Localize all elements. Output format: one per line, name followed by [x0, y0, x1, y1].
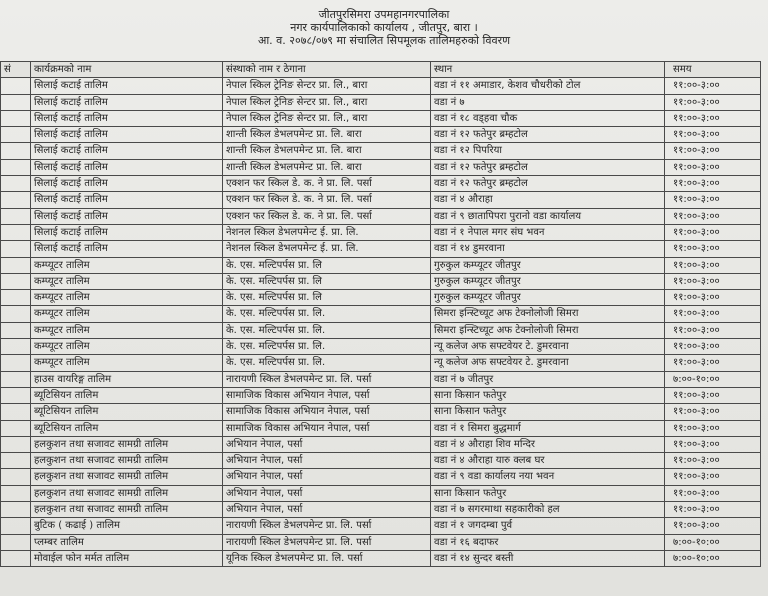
cell-program-name: कम्प्यूटर तालिम [31, 322, 223, 338]
cell-organization: अभियान नेपाल, पर्सा [223, 469, 431, 485]
table-row [1, 110, 761, 126]
cell-program-name: सिलाई कटाई तालिम [31, 159, 223, 175]
cell-time: ११:००-३:०० [665, 404, 761, 420]
cell-serial [1, 355, 31, 371]
cell-serial [1, 127, 31, 143]
cell-organization: अभियान नेपाल, पर्सा [223, 485, 431, 501]
cell-organization: नेपाल स्किल ट्रेनिङ सेन्टर प्रा. लि., बारा [223, 94, 431, 110]
cell-program-name: सिलाई कटाई तालिम [31, 192, 223, 208]
cell-location: वडा नं १४ सुन्दर बस्ती [431, 550, 665, 566]
cell-serial [1, 436, 31, 452]
cell-location: वडा नं ७ [431, 94, 665, 110]
table-row [1, 469, 761, 485]
training-table [0, 61, 761, 567]
cell-program-name: सिलाई कटाई तालिम [31, 176, 223, 192]
cell-location: वडा नं १ जगदम्बा पुर्व [431, 518, 665, 534]
cell-location: साना किसान फतेपुर [431, 404, 665, 420]
cell-program-name: हलकुशन तथा सजावट सामग्री तालिम [31, 502, 223, 518]
cell-location: वडा नं १ सिमरा बुद्धमार्ग [431, 420, 665, 436]
cell-program-name: हाउस वायरिङ्ग तालिम [31, 371, 223, 387]
cell-time: ११:००-३:०० [665, 322, 761, 338]
cell-organization: के. एस. मल्टिपर्पस प्रा. लि [223, 273, 431, 289]
cell-organization: नारायणी स्किल डेभलपमेन्ट प्रा. लि. पर्सा [223, 371, 431, 387]
table-row [1, 534, 761, 550]
cell-serial [1, 78, 31, 94]
table-row [1, 371, 761, 387]
cell-time: ११:००-३:०० [665, 502, 761, 518]
cell-program-name: सिलाई कटाई तालिम [31, 143, 223, 159]
cell-time: ११:००-३:०० [665, 387, 761, 403]
table-row [1, 78, 761, 94]
cell-organization: एक्शन फर स्किल डे. क. ने प्रा. लि. पर्सा [223, 208, 431, 224]
cell-program-name: ब्यूटिसियन तालिम [31, 387, 223, 403]
cell-serial [1, 224, 31, 240]
table-row [1, 306, 761, 322]
cell-time: ११:००-३:०० [665, 208, 761, 224]
table-row [1, 518, 761, 534]
cell-location: वडा नं ७ जीतपुर [431, 371, 665, 387]
cell-program-name: कम्प्यूटर तालिम [31, 355, 223, 371]
cell-location: वडा नं ७ सगरमाथा सहकारीको हल [431, 502, 665, 518]
cell-program-name: कम्प्यूटर तालिम [31, 306, 223, 322]
cell-location: वडा नं ११ अमाडार, केशव चौधरीको टोल [431, 78, 665, 94]
cell-time: ७:००-१०:०० [665, 534, 761, 550]
cell-organization: के. एस. मल्टिपर्पस प्रा. लि. [223, 306, 431, 322]
cell-serial [1, 273, 31, 289]
cell-organization: शान्ती स्किल डेभलपमेन्ट प्रा. लि. बारा [223, 159, 431, 175]
table-row [1, 485, 761, 501]
table-row [1, 355, 761, 371]
table-row [1, 94, 761, 110]
cell-time: ११:००-३:०० [665, 127, 761, 143]
cell-location: गुरुकुल कम्प्यूटर जीतपुर [431, 257, 665, 273]
cell-serial [1, 485, 31, 501]
cell-location: न्यू कलेज अफ सफ्टवेयर टे. डुमरवाना [431, 339, 665, 355]
table-row [1, 143, 761, 159]
cell-serial [1, 306, 31, 322]
cell-location: वडा नं ४ औराहा यारु क्लब घर [431, 453, 665, 469]
cell-program-name: बुटिक ( कढाई ) तालिम [31, 518, 223, 534]
cell-program-name: सिलाई कटाई तालिम [31, 241, 223, 257]
cell-location: वडा नं ४ औराहा शिव मन्दिर [431, 436, 665, 452]
cell-program-name: सिलाई कटाई तालिम [31, 127, 223, 143]
cell-serial [1, 257, 31, 273]
cell-serial [1, 387, 31, 403]
cell-serial [1, 371, 31, 387]
cell-location: वडा नं १ नेपाल मगर संघ भवन [431, 224, 665, 240]
table-header-row [1, 62, 761, 78]
cell-time: ११:००-३:०० [665, 420, 761, 436]
cell-serial [1, 290, 31, 306]
cell-organization: नेपाल स्किल ट्रेनिङ सेन्टर प्रा. लि., बारा [223, 78, 431, 94]
cell-program-name: हलकुशन तथा सजावट सामग्री तालिम [31, 485, 223, 501]
cell-organization: नारायणी स्किल डेभलपमेन्ट प्रा. लि. पर्सा [223, 518, 431, 534]
cell-serial [1, 404, 31, 420]
municipality-name: जीतपुरसिमरा उपमहानगरपालिका [318, 8, 450, 21]
cell-time: ११:००-३:०० [665, 518, 761, 534]
cell-organization: अभियान नेपाल, पर्सा [223, 453, 431, 469]
cell-program-name: कम्प्यूटर तालिम [31, 290, 223, 306]
cell-program-name: सिलाई कटाई तालिम [31, 208, 223, 224]
cell-organization: शान्ती स्किल डेभलपमेन्ट प्रा. लि. बारा [223, 143, 431, 159]
cell-program-name: ब्यूटिसियन तालिम [31, 404, 223, 420]
cell-location: सिमरा इन्स्टिच्यूट अफ टेक्नोलोजी सिमरा [431, 306, 665, 322]
cell-serial [1, 208, 31, 224]
cell-program-name: हलकुशन तथा सजावट सामग्री तालिम [31, 469, 223, 485]
cell-organization: के. एस. मल्टिपर्पस प्रा. लि. [223, 339, 431, 355]
table-row [1, 453, 761, 469]
cell-program-name: सिलाई कटाई तालिम [31, 110, 223, 126]
header-organization: संस्थाको नाम र ठेगाना [223, 62, 431, 78]
cell-location: गुरुकुल कम्प्यूटर जीतपुर [431, 273, 665, 289]
cell-program-name: हलकुशन तथा सजावट सामग्री तालिम [31, 453, 223, 469]
cell-time: ११:००-३:०० [665, 176, 761, 192]
cell-time: ११:००-३:०० [665, 355, 761, 371]
table-row [1, 224, 761, 240]
table-row [1, 502, 761, 518]
cell-serial [1, 176, 31, 192]
table-row [1, 127, 761, 143]
cell-time: ११:००-३:०० [665, 143, 761, 159]
cell-organization: के. एस. मल्टिपर्पस प्रा. लि. [223, 322, 431, 338]
header-serial: सं [1, 62, 31, 78]
cell-serial [1, 502, 31, 518]
cell-location: वडा नं १२ फतेपुर ब्रम्हटोल [431, 159, 665, 175]
cell-program-name: कम्प्यूटर तालिम [31, 257, 223, 273]
cell-time: ११:००-३:०० [665, 436, 761, 452]
table-row [1, 241, 761, 257]
table-row [1, 273, 761, 289]
table-row [1, 257, 761, 273]
cell-serial [1, 534, 31, 550]
document-title: आ. व. २०७८/०७९ मा संचालित सिपमूलक तालिमहरुको विवरण [257, 34, 511, 47]
cell-time: ११:००-३:०० [665, 257, 761, 273]
document-header [0, 8, 768, 47]
cell-serial [1, 241, 31, 257]
cell-serial [1, 94, 31, 110]
cell-serial [1, 322, 31, 338]
cell-program-name: प्लम्बर तालिम [31, 534, 223, 550]
table-row [1, 436, 761, 452]
cell-serial [1, 518, 31, 534]
cell-serial [1, 192, 31, 208]
cell-organization: शान्ती स्किल डेभलपमेन्ट प्रा. लि. बारा [223, 127, 431, 143]
cell-serial [1, 550, 31, 566]
cell-time: ११:००-३:०० [665, 192, 761, 208]
cell-serial [1, 110, 31, 126]
header-time: समय [665, 62, 761, 78]
cell-program-name: हलकुशन तथा सजावट सामग्री तालिम [31, 436, 223, 452]
cell-organization: सामाजिक विकास अभियान नेपाल, पर्सा [223, 420, 431, 436]
cell-time: ११:००-३:०० [665, 241, 761, 257]
cell-location: वडा नं १४ डुमरवाना [431, 241, 665, 257]
cell-location: वडा नं १२ फतेपुर ब्रम्हटोल [431, 176, 665, 192]
cell-location: सिमरा इन्स्टिच्यूट अफ टेक्नोलोजी सिमरा [431, 322, 665, 338]
cell-location: वडा नं १२ पिपरिया [431, 143, 665, 159]
cell-program-name: मोवाईल फोन मर्मत तालिम [31, 550, 223, 566]
cell-location: वडा नं ४ औराहा [431, 192, 665, 208]
cell-time: ११:००-३:०० [665, 469, 761, 485]
cell-time: ११:००-३:०० [665, 224, 761, 240]
table-row [1, 339, 761, 355]
table-row [1, 159, 761, 175]
cell-time: ११:००-३:०० [665, 78, 761, 94]
table-row [1, 176, 761, 192]
cell-organization: एक्शन फर स्किल डे. क. ने प्रा. लि. पर्सा [223, 192, 431, 208]
table-row [1, 290, 761, 306]
table-row [1, 404, 761, 420]
cell-location: वडा नं १२ फतेपुर ब्रम्हटोल [431, 127, 665, 143]
cell-time: ११:००-३:०० [665, 290, 761, 306]
cell-organization: के. एस. मल्टिपर्पस प्रा. लि. [223, 355, 431, 371]
header-location: स्थान [431, 62, 665, 78]
cell-location: वडा नं ९ वडा कार्यालय नया भवन [431, 469, 665, 485]
cell-serial [1, 420, 31, 436]
cell-program-name: कम्प्यूटर तालिम [31, 339, 223, 355]
cell-time: ११:००-३:०० [665, 94, 761, 110]
cell-program-name: सिलाई कटाई तालिम [31, 78, 223, 94]
table-row [1, 208, 761, 224]
office-name: नगर कार्यपालिकाको कार्यालय , जीतपुर, बारा । [290, 21, 478, 34]
cell-time: ११:००-३:०० [665, 453, 761, 469]
cell-time: ११:००-३:०० [665, 110, 761, 126]
cell-location: गुरुकुल कम्प्यूटर जीतपुर [431, 290, 665, 306]
cell-organization: के. एस. मल्टिपर्पस प्रा. लि [223, 290, 431, 306]
cell-organization: सामाजिक विकास अभियान नेपाल, पर्सा [223, 404, 431, 420]
cell-serial [1, 469, 31, 485]
cell-organization: अभियान नेपाल, पर्सा [223, 436, 431, 452]
cell-location: साना किसान फतेपुर [431, 387, 665, 403]
cell-serial [1, 159, 31, 175]
cell-organization: एक्शन फर स्किल डे. क. ने प्रा. लि. पर्सा [223, 176, 431, 192]
table-row [1, 420, 761, 436]
cell-time: ११:००-३:०० [665, 306, 761, 322]
cell-location: वडा नं १८ वड्हवा चौक [431, 110, 665, 126]
cell-time: ११:००-३:०० [665, 273, 761, 289]
cell-program-name: कम्प्यूटर तालिम [31, 273, 223, 289]
cell-serial [1, 339, 31, 355]
cell-organization: अभियान नेपाल, पर्सा [223, 502, 431, 518]
cell-program-name: ब्यूटिसियन तालिम [31, 420, 223, 436]
cell-time: ७:००-१०:०० [665, 371, 761, 387]
cell-time: ७:००-१०:०० [665, 550, 761, 566]
cell-serial [1, 143, 31, 159]
cell-location: वडा नं ९ छातापिपरा पुरानो वडा कार्यालय [431, 208, 665, 224]
cell-organization: सामाजिक विकास अभियान नेपाल, पर्सा [223, 387, 431, 403]
cell-organization: यूनिक स्किल डेभलपमेन्ट प्रा. लि. पर्सा [223, 550, 431, 566]
cell-serial [1, 453, 31, 469]
header-program-name: कार्यक्रमको नाम [31, 62, 223, 78]
cell-organization: नेपाल स्किल ट्रेनिङ सेन्टर प्रा. लि., बारा [223, 110, 431, 126]
cell-program-name: सिलाई कटाई तालिम [31, 94, 223, 110]
table-row [1, 322, 761, 338]
cell-location: साना किसान फतेपुर [431, 485, 665, 501]
cell-location: न्यू कलेज अफ सफ्टवेयर टे. डुमरवाना [431, 355, 665, 371]
cell-organization: नारायणी स्किल डेभलपमेन्ट प्रा. लि. पर्सा [223, 534, 431, 550]
cell-location: वडा नं १६ बदाफर [431, 534, 665, 550]
cell-organization: नेशनल स्किल डेभलपमेन्ट ई. प्रा. लि. [223, 224, 431, 240]
cell-time: ११:००-३:०० [665, 339, 761, 355]
table-row [1, 550, 761, 566]
table-row [1, 387, 761, 403]
table-row [1, 192, 761, 208]
cell-time: ११:००-३:०० [665, 485, 761, 501]
cell-organization: नेशनल स्किल डेभलपमेन्ट ई. प्रा. लि. [223, 241, 431, 257]
cell-time: ११:००-३:०० [665, 159, 761, 175]
cell-program-name: सिलाई कटाई तालिम [31, 224, 223, 240]
cell-organization: के. एस. मल्टिपर्पस प्रा. लि [223, 257, 431, 273]
